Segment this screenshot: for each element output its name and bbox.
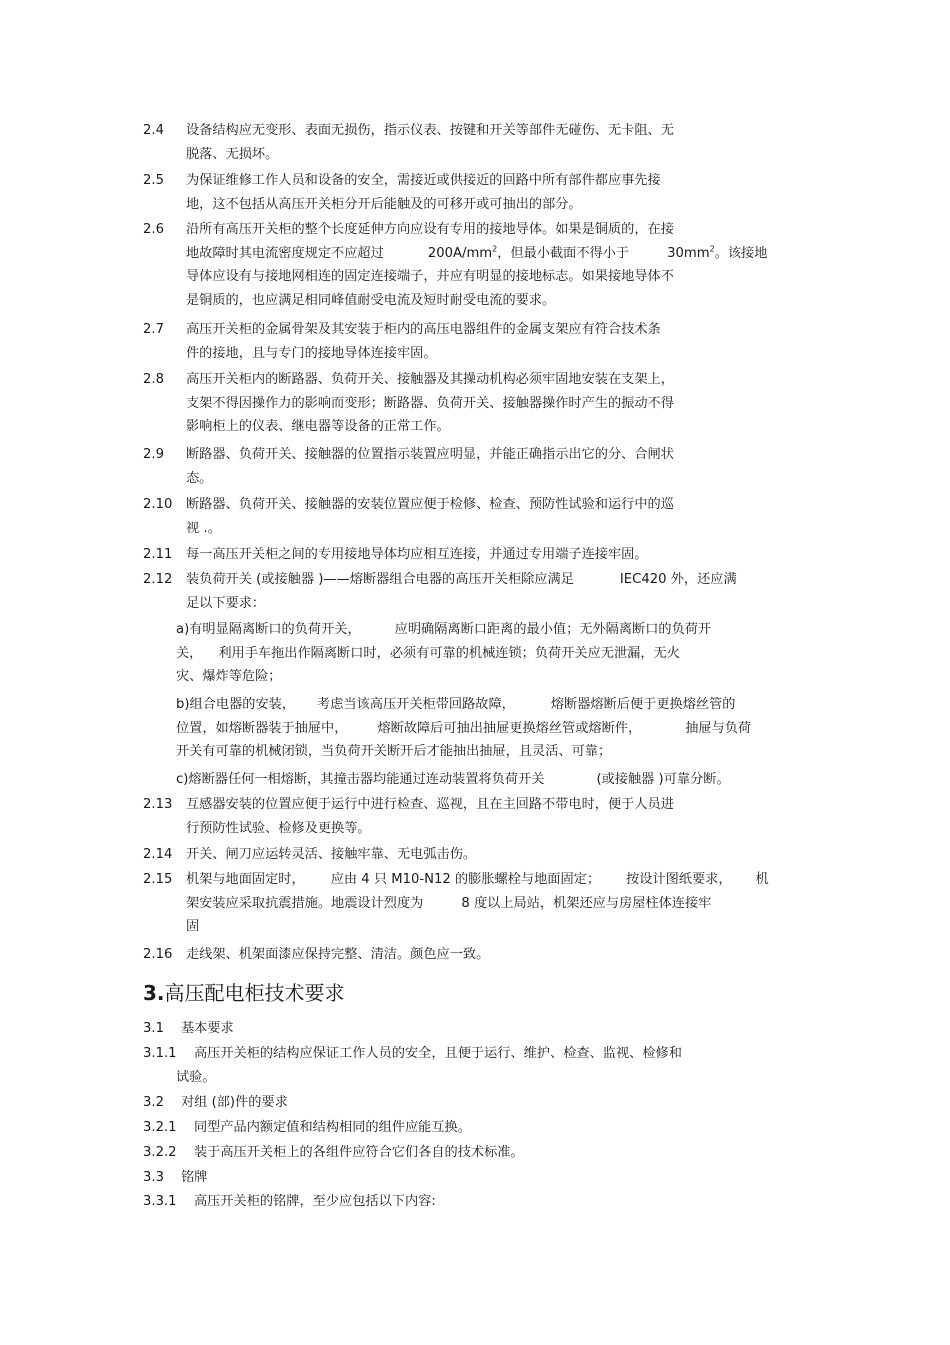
section-text: 对组 (部)件的要求 <box>181 1095 288 1110</box>
clause-text: 灾、爆炸等危险； <box>176 669 282 684</box>
clause-2-11 <box>143 543 813 567</box>
clause-text: 位置，如熔断器装于抽屉中， <box>176 720 348 736</box>
section-3-1-1-cont <box>176 1066 216 1090</box>
clause-text: 关， <box>176 645 203 661</box>
section-heading <box>143 978 345 1008</box>
clause-number: 2.16 <box>143 947 173 962</box>
clause-text: 地故障时其电流密度规定不应超过 <box>186 245 384 261</box>
clause-text: 熔断故障后可抽出抽屉更换熔丝管或熔断件， <box>377 720 642 736</box>
superscript: 2 <box>492 244 498 254</box>
clause-text: 设备结构应无变形、表面无损伤，指示仪表、按键和开关等部件无碰伤、无卡阻、无 <box>186 123 674 138</box>
clause-2-12 <box>143 568 813 615</box>
clause-number: 2.10 <box>143 497 173 512</box>
clause-text: 足以下要求： <box>186 595 266 611</box>
clause-number: 2.5 <box>143 173 164 188</box>
section-number: 3.2.1 <box>143 1120 177 1135</box>
clause-text: 走线架、机架面漆应保持完整、清洁。颜色应一致。 <box>186 947 490 962</box>
clause-text: 利用手车拖出作隔离断口时，必须有可靠的机械连锁；负荷开关应无泄漏，无火 <box>218 645 680 661</box>
clause-text: 高压开关柜的金属骨架及其安装于柜内的高压电器组件的金属支架应有符合技术条 <box>186 322 661 337</box>
clause-text: 高压开关柜内的断路器、负荷开关、接触器及其操动机构必须牢固地安装在支架上， <box>186 372 674 387</box>
clause-2-7 <box>143 318 813 365</box>
section-text: 铭牌 <box>181 1170 208 1185</box>
clause-text: 每一高压开关柜之间的专用接地导体均应相互连接，并通过专用端子连接牢固。 <box>186 547 648 562</box>
clause-text: 机 <box>755 872 769 887</box>
clause-text: 考虑当该高压开关柜带回路故障， <box>317 697 515 712</box>
clause-text: b)组合电器的安装， <box>176 697 296 712</box>
clause-text: 按设计图纸要求， <box>626 872 732 887</box>
clause-text: 视 .。 <box>186 520 221 536</box>
clause-number: 2.15 <box>143 872 173 887</box>
subclause-c <box>176 768 816 792</box>
clause-2-10 <box>143 493 813 540</box>
clause-number: 2.12 <box>143 572 173 587</box>
section-text: 高压开关柜的结构应保证工作人员的安全，且便于运行、维护、检查、监视、检修和 <box>194 1046 682 1061</box>
clause-text-line <box>176 768 816 792</box>
clause-text-line <box>176 717 816 741</box>
section-3-3-1 <box>143 1190 436 1214</box>
clause-text: 地，这不包括从高压开关柜分开后能触及的可移开或可抽出的部分。 <box>186 196 582 212</box>
clause-text: 行预防性试验、检修及更换等。 <box>186 820 371 836</box>
clause-text: c)熔断器任何一相熔断，其撞击器均能通过连动装置将负荷开关 <box>176 772 545 787</box>
clause-2-5 <box>143 169 813 216</box>
current-density-value: 200A/mm <box>427 245 493 261</box>
clause-text-line <box>143 868 813 892</box>
clause-number: 2.7 <box>143 322 164 337</box>
clause-text: 为保证维修工作人员和设备的安全，需接近或供接近的回路中所有部件都应事先接 <box>186 173 661 188</box>
section-3-2-1 <box>143 1116 471 1140</box>
clause-text: 脱落、无损坏。 <box>186 146 279 162</box>
clause-text: 断路器、负荷开关、接触器的位置指示装置应明显，并能正确指示出它的分、合闸状 <box>186 447 674 462</box>
clause-text: 支架不得因操作力的影响而变形；断路器、负荷开关、接触器操作时产生的振动不得 <box>186 395 674 411</box>
section-number: 3.3.1 <box>143 1194 177 1209</box>
section-3-1-1 <box>143 1042 682 1066</box>
clause-text: ，但最小截面不得小于 <box>497 245 630 261</box>
clause-2-16 <box>143 943 813 967</box>
clause-text-line <box>176 642 816 666</box>
clause-number: 2.4 <box>143 123 164 138</box>
clause-text: 互感器安装的位置应便于运行中进行检查、巡视，且在主回路不带电时，便于人员进 <box>186 797 674 812</box>
clause-text: 态。 <box>186 470 213 486</box>
clause-text: 架安装应采取抗震措施。地震设计烈度为 <box>186 895 424 911</box>
cross-section-value: 30mm <box>667 245 710 261</box>
clause-text: 是铜质的，也应满足相同峰值耐受电流及短时耐受电流的要求。 <box>186 292 556 308</box>
section-text: 基本要求 <box>181 1021 234 1036</box>
section-text: 装于高压开关柜上的各组件应符合它们各自的技术标准。 <box>194 1145 524 1160</box>
section-text: 同型产品内额定值和结构相同的组件应能互换。 <box>194 1120 471 1135</box>
clause-text-line <box>176 693 816 717</box>
clause-text: IEC420 外，还应满 <box>619 572 737 587</box>
section-3-3 <box>143 1166 207 1190</box>
clause-text: 开关有可靠的机械闭锁，当负荷开关断开后才能抽出抽屉，且灵活、可靠； <box>176 744 612 759</box>
clause-text: 件的接地，且与专门的接地导体连接牢固。 <box>186 345 437 361</box>
clause-2-15 <box>143 868 813 939</box>
clause-text: 开关、闸刀应运转灵活、接触牢靠、无电弧击伤。 <box>186 847 477 862</box>
clause-number: 2.9 <box>143 447 164 462</box>
section-text: 试验。 <box>176 1070 216 1085</box>
clause-text: 抽屉与负荷 <box>685 720 752 736</box>
clause-text-line <box>143 568 813 592</box>
clause-text: 应由 4 只 M10-N12 的膨胀螺栓与地面固定； <box>330 872 601 887</box>
clause-number: 2.6 <box>143 222 164 237</box>
subclause-a <box>176 618 816 689</box>
clause-number: 2.13 <box>143 797 173 812</box>
clause-2-13 <box>143 793 813 840</box>
section-3-2-2 <box>143 1141 524 1165</box>
subclause-b <box>176 693 816 764</box>
clause-text: 应明确隔离断口距离的最小值；无外隔离断口的负荷开 <box>394 622 712 637</box>
section-number: 3.1 <box>143 1021 164 1036</box>
clause-text: 影响柜上的仪表、继电器等设备的正常工作。 <box>186 419 450 434</box>
clause-text: 装负荷开关 (或接触器 )——熔断器组合电器的高压开关柜除应满足 <box>186 572 574 587</box>
heading-text: 高压配电柜技术要求 <box>164 981 345 1005</box>
clause-number: 2.8 <box>143 372 164 387</box>
clause-number: 2.14 <box>143 847 173 862</box>
clause-text: 熔断器熔断后便于更换熔丝管的 <box>550 697 736 712</box>
clause-text-line <box>143 892 813 916</box>
clause-text: 断路器、负荷开关、接触器的安装位置应便于检修、检查、预防性试验和运行中的巡 <box>186 497 674 512</box>
clause-text: 固 <box>186 919 200 934</box>
section-number: 3.1.1 <box>143 1046 177 1061</box>
section-text: 高压开关柜的铭牌，至少应包括以下内容: <box>194 1194 436 1209</box>
heading-number: 3. <box>143 981 165 1005</box>
section-3-2 <box>143 1091 288 1115</box>
clause-2-9 <box>143 443 813 490</box>
section-3-1 <box>143 1017 234 1041</box>
section-number: 3.2.2 <box>143 1145 177 1160</box>
clause-text: (或接触器 )可靠分断。 <box>596 772 730 787</box>
clause-number: 2.11 <box>143 547 173 562</box>
section-number: 3.2 <box>143 1095 164 1110</box>
clause-text-line <box>143 242 813 266</box>
clause-text-line <box>176 618 816 642</box>
clause-text: 8 度以上局站，机架还应与房屋柱体连接牢 <box>461 895 712 911</box>
clause-text: 。该接地 <box>714 245 768 261</box>
clause-text: 机架与地面固定时， <box>186 872 305 887</box>
clause-2-14 <box>143 843 813 867</box>
clause-2-8 <box>143 368 813 439</box>
clause-2-4 <box>143 119 813 166</box>
clause-2-6 <box>143 218 813 312</box>
clause-text: 导体应设有与接地网相连的固定连接端子，并应有明显的接地标志。如果接地导体不 <box>186 269 674 284</box>
clause-text: a)有明显隔离断口的负荷开关， <box>176 622 361 637</box>
superscript: 2 <box>709 244 715 254</box>
clause-text: 沿所有高压开关柜的整个长度延伸方向应设有专用的接地导体。如果是铜质的，在接 <box>186 222 674 237</box>
section-number: 3.3 <box>143 1170 164 1185</box>
